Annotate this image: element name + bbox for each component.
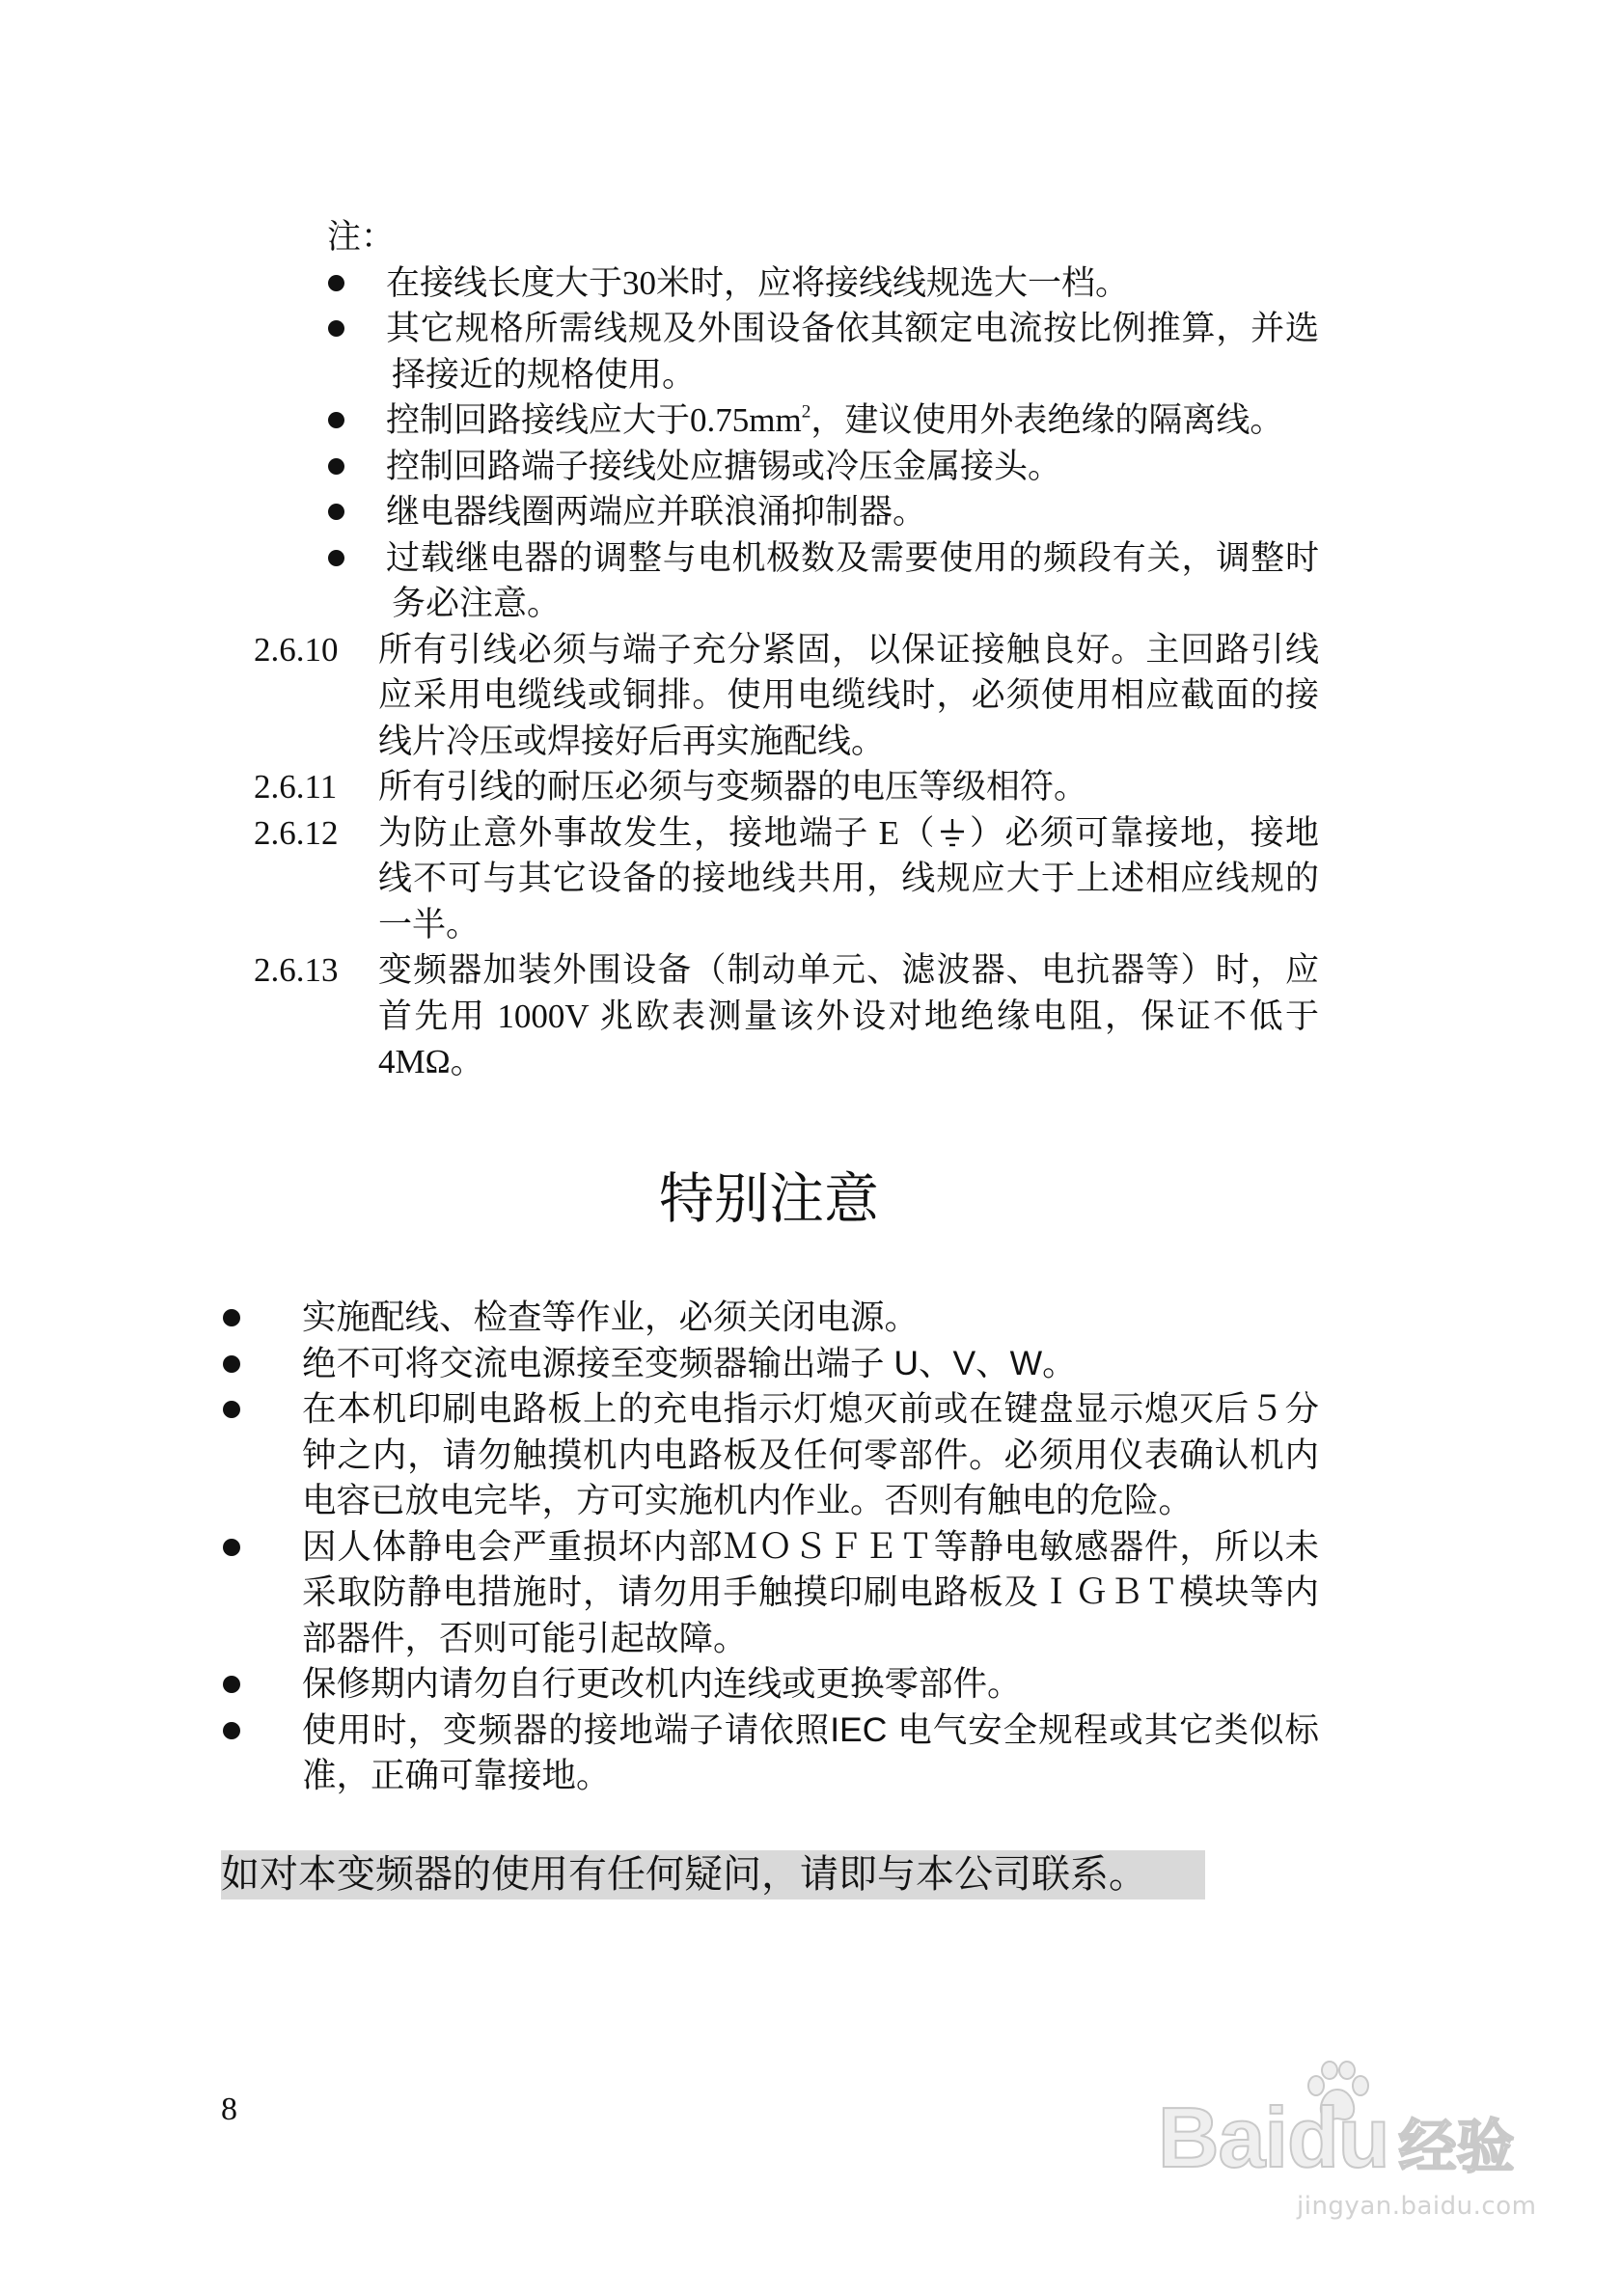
clause-text: 变频器加装外围设备（制动单元、滤波器、电抗器等）时，应 [378,951,1319,989]
clause-text: 所有引线的耐压必须与变频器的电压等级相符。 [378,768,1088,806]
note-label: 注： [327,218,396,256]
clause-text: 应采用电缆线或铜排。使用电缆线时，必须使用相应截面的接 [378,676,1319,714]
clause-item-continued [0,1039,1621,1085]
note-text: 过载继电器的调整与电机极数及需要使用的频段有关，调整时 [386,538,1319,577]
clause-number: 2.6.13 [254,951,339,989]
warning-text: 钟之内，请勿触摸机内电路板及任何零部件。必须用仪表确认机内 [302,1435,1319,1474]
watermark-bai: Bai [1158,2090,1287,2185]
bullet-icon [223,1722,240,1739]
warning-text: 绝不可将交流电源接至变频器输出端子 U、V、W。 [302,1343,1077,1382]
note-item-continued [0,581,1621,627]
warning-item [0,1708,1621,1754]
bullet-icon [328,320,344,337]
note-text: 务必注意。 [392,585,562,622]
wiring-notes-section [0,214,1621,1085]
page-number: 8 [221,2091,237,2127]
bullet-icon [223,1676,240,1693]
clause-item [0,764,1621,810]
clause-text: 4MΩ。 [378,1043,484,1080]
clause-item [0,947,1621,994]
section-heading: 特别注意 [659,1169,879,1230]
clause-item-continued [0,994,1621,1040]
warning-item-continued [0,1753,1621,1799]
clause-item-continued [0,856,1621,902]
warning-text: 实施配线、检查等作业，必须关闭电源。 [302,1298,920,1336]
bullet-icon [328,504,344,520]
watermark-jingyan: 经验 [1398,2114,1515,2181]
clause-item-continued [0,719,1621,765]
baidu-jingyan-watermark [1158,2090,1515,2192]
special-warnings-section [0,1295,1621,1799]
clause-text-before: 为防止意外事故发生，接地端子 E（ [378,813,936,852]
warning-text: 准，正确可靠接地。 [302,1756,611,1794]
warning-item [0,1386,1621,1433]
note-item-continued [0,352,1621,398]
bullet-icon [328,412,344,428]
note-text: 在接线长度大于30米时，应将接线线规选大一档。 [386,263,1130,302]
warning-item-continued [0,1570,1621,1616]
clause-text: 首先用 1000V 兆欧表测量该外设对地绝缘电阻，保证不低于 [378,997,1319,1035]
clause-number: 2.6.10 [254,630,339,669]
note-item [0,260,1621,307]
clause-number: 2.6.11 [254,768,338,806]
bullet-icon [223,1539,240,1556]
contact-notice: 如对本变频器的使用有任何疑问，请即与本公司联系。 [221,1850,1205,1900]
warning-text: 电容已放电完毕，方可实施机内作业。否则有触电的危险。 [302,1481,1194,1519]
note-item [0,306,1621,352]
warning-item-continued [0,1433,1621,1479]
clause-text: 一半。 [378,905,481,943]
note-text: 其它规格所需线规及外围设备依其额定电流按比例推算，并选 [386,310,1319,347]
warning-item-continued [0,1616,1621,1662]
note-label-row [0,214,1621,260]
clause-text-after: ）必须可靠接地，接地 [968,813,1319,852]
note-item [0,444,1621,490]
clause-text [378,810,1319,857]
watermark-url: jingyan.baidu.com [1297,2192,1537,2221]
bullet-icon [328,550,344,566]
note-text [386,397,1319,444]
clause-item-continued [0,902,1621,948]
clause-number: 2.6.12 [254,813,339,852]
watermark-du: du [1286,2090,1389,2185]
note-text: 择接近的规格使用。 [392,355,697,394]
superscript: 2 [801,401,811,423]
warning-item [0,1524,1621,1571]
warning-text: 使用时，变频器的接地端子请依照IEC 电气安全规程或其它类似标 [302,1709,1319,1749]
warning-item-continued [0,1478,1621,1524]
bullet-icon [328,275,344,291]
warning-text: 采取防静电措施时，请勿用手触摸印刷电路板及ＩＧＢＴ模块等内 [302,1572,1319,1611]
clause-text: 线片冷压或焊接好后再实施配线。 [378,722,886,760]
bullet-icon [328,458,344,475]
ground-icon [938,817,967,850]
clause-item [0,810,1621,857]
warning-item [0,1341,1621,1387]
clause-item-continued [0,672,1621,719]
clause-item [0,627,1621,673]
clause-text: 线不可与其它设备的接地线共用，线规应大于上述相应线规的 [378,860,1319,897]
note-item [0,397,1621,444]
bullet-icon [223,1401,240,1418]
bullet-icon [223,1309,240,1326]
warning-item [0,1295,1621,1341]
note-text: 继电器线圈两端应并联浪涌抑制器。 [386,493,927,531]
warning-item [0,1661,1621,1708]
note-text: 控制回路端子接线处应搪锡或冷压金属接头。 [386,447,1062,485]
warning-text: 在本机印刷电路板上的充电指示灯熄灭前或在键盘显示熄灭后５分 [302,1389,1319,1428]
note-item [0,489,1621,535]
bullet-icon [223,1355,240,1373]
warning-text: 因人体静电会严重损坏内部ＭＯＳＦＥＴ等静电敏感器件，所以未 [302,1526,1319,1566]
warning-text: 部器件，否则可能引起故障。 [302,1618,748,1657]
warning-text: 保修期内请勿自行更改机内连线或更换零部件。 [302,1664,1022,1703]
note-item [0,535,1621,582]
note-text-before: 控制回路接线应大于0.75mm [386,401,802,439]
note-text-after: ，建议使用外表绝缘的隔离线。 [810,401,1284,439]
clause-text: 所有引线必须与端子充分紧固，以保证接触良好。主回路引线 [378,630,1319,669]
